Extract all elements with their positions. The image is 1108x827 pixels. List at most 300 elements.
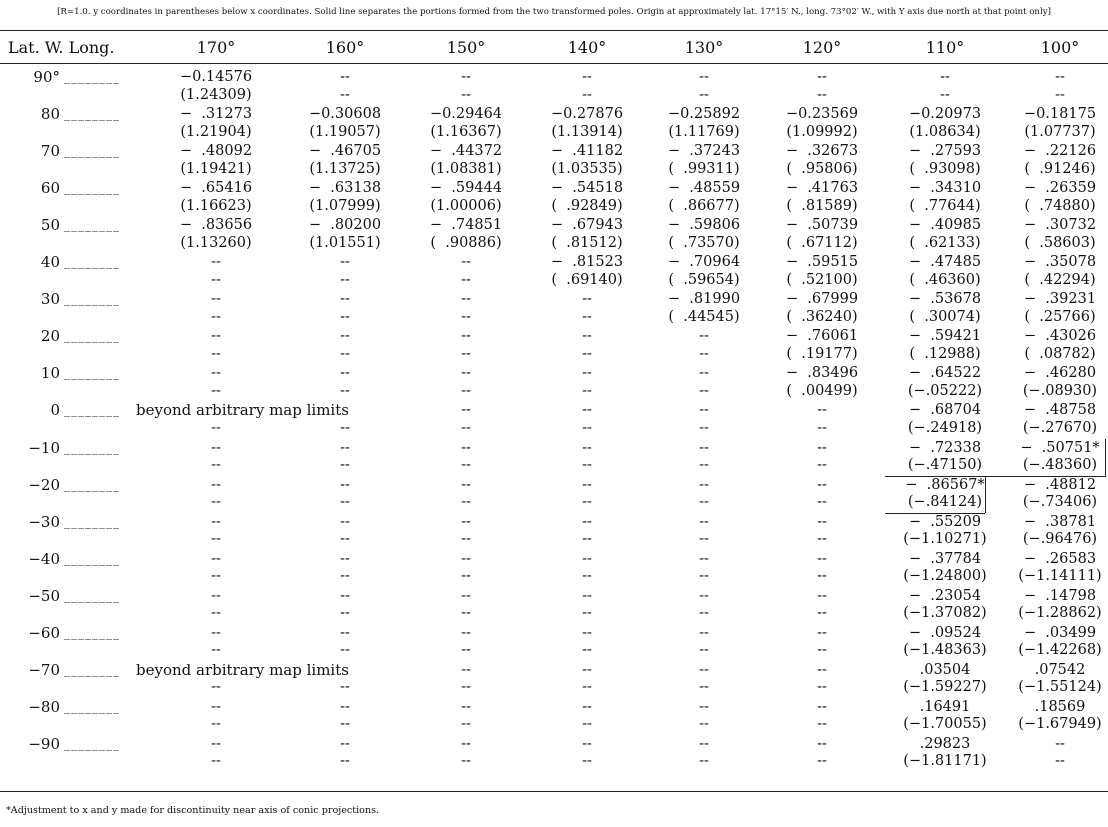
x-coordinate: --	[340, 476, 350, 493]
y-coordinate: --	[940, 86, 950, 103]
latitude-label: 20	[40, 327, 60, 346]
y-coordinate: --	[699, 568, 709, 585]
x-coordinate: − .72338	[908, 439, 982, 456]
x-coordinate: − .26583	[1023, 550, 1097, 567]
x-coordinate: − .59806	[667, 217, 741, 234]
y-coordinate: ( .00499)	[786, 382, 858, 399]
x-coordinate: --	[817, 587, 827, 604]
y-coordinate: (1.08634)	[909, 123, 981, 140]
bottom-rule	[0, 791, 1108, 792]
y-coordinate: --	[817, 605, 827, 622]
x-coordinate: − .76061	[785, 328, 859, 345]
y-coordinate: ( .08782)	[1024, 345, 1096, 362]
y-coordinate: (−1.14111)	[1018, 568, 1102, 585]
x-coordinate: .29823	[919, 735, 971, 752]
y-coordinate: (−.73406)	[1022, 494, 1098, 511]
x-coordinate: − .03499	[1023, 624, 1097, 641]
x-coordinate: --	[211, 365, 221, 382]
y-coordinate: (1.07737)	[1024, 123, 1096, 140]
footnote: *Adjustment to x and y made for discontinuity near axis of conic projections.	[6, 805, 380, 816]
y-coordinate: (−1.81171)	[903, 753, 987, 770]
x-coordinate: −0.29464	[429, 106, 503, 123]
leader-dots: ________	[64, 514, 120, 529]
y-coordinate: --	[461, 86, 471, 103]
y-coordinate: (1.00006)	[430, 197, 502, 214]
y-coordinate: --	[817, 716, 827, 733]
y-coordinate: ( .93098)	[909, 160, 981, 177]
y-coordinate: --	[817, 679, 827, 696]
beyond-map-limits-note: beyond arbitrary map limits	[136, 660, 349, 679]
y-coordinate: --	[582, 86, 592, 103]
leader-dots: ________	[64, 366, 120, 381]
x-coordinate: .07542	[1034, 661, 1086, 678]
x-coordinate: −0.23569	[785, 106, 859, 123]
x-coordinate: − .43026	[1023, 328, 1097, 345]
latitude-label: −80	[28, 697, 60, 716]
column-header: 150°	[446, 38, 486, 57]
x-coordinate: − .40985	[908, 217, 982, 234]
y-coordinate: --	[699, 345, 709, 362]
y-coordinate: (−.84124)	[907, 494, 983, 511]
separator-vertical	[985, 476, 986, 513]
x-coordinate: − .64522	[908, 365, 982, 382]
y-coordinate: --	[211, 308, 221, 325]
x-coordinate: --	[461, 69, 471, 85]
x-coordinate: --	[699, 69, 709, 85]
x-coordinate: --	[699, 661, 709, 678]
x-coordinate: − .48812	[1023, 476, 1097, 493]
y-coordinate: --	[461, 382, 471, 399]
y-coordinate: --	[211, 605, 221, 622]
leader-dots: ________	[64, 440, 120, 455]
top-rule	[0, 30, 1108, 31]
y-coordinate: (1.01551)	[309, 234, 381, 251]
y-coordinate: --	[461, 494, 471, 511]
y-coordinate: --	[699, 753, 709, 770]
leader-dots: ________	[64, 477, 120, 492]
x-coordinate: − .67943	[550, 217, 624, 234]
y-coordinate: --	[582, 753, 592, 770]
x-coordinate: --	[582, 69, 592, 85]
x-coordinate: −0.30608	[308, 106, 382, 123]
x-coordinate: −0.18175	[1023, 106, 1097, 123]
x-coordinate: − .46705	[308, 143, 382, 160]
y-coordinate: --	[817, 531, 827, 548]
leader-dots: ________	[64, 181, 120, 196]
y-coordinate: --	[340, 382, 350, 399]
x-coordinate: --	[340, 624, 350, 641]
y-coordinate: --	[340, 494, 350, 511]
x-coordinate: --	[1055, 735, 1065, 752]
x-coordinate: --	[340, 291, 350, 308]
y-coordinate: --	[817, 642, 827, 659]
x-coordinate: − .86567*	[905, 476, 985, 493]
header-rule	[0, 63, 1108, 64]
x-coordinate: − .37243	[667, 143, 741, 160]
latitude-label: 40	[40, 253, 60, 272]
leader-dots: ________	[64, 588, 120, 603]
x-coordinate: − .55209	[908, 513, 982, 530]
y-coordinate: ( .73570)	[668, 234, 740, 251]
x-coordinate: --	[340, 513, 350, 530]
column-header: 140°	[567, 38, 607, 57]
x-coordinate: --	[461, 735, 471, 752]
x-coordinate: --	[461, 402, 471, 419]
y-coordinate: --	[817, 86, 827, 103]
y-coordinate: --	[211, 642, 221, 659]
y-coordinate: (−1.37082)	[903, 605, 987, 622]
x-coordinate: .03504	[919, 661, 971, 678]
latitude-label: 60	[40, 179, 60, 198]
y-coordinate: --	[461, 308, 471, 325]
y-coordinate: --	[340, 308, 350, 325]
x-coordinate: --	[211, 513, 221, 530]
x-coordinate: − .35078	[1023, 254, 1097, 271]
y-coordinate: --	[340, 642, 350, 659]
y-coordinate: ( .81512)	[551, 234, 623, 251]
x-coordinate: --	[461, 513, 471, 530]
y-coordinate: (−1.28862)	[1018, 605, 1102, 622]
x-coordinate: --	[817, 698, 827, 715]
x-coordinate: --	[340, 439, 350, 456]
y-coordinate: --	[461, 753, 471, 770]
x-coordinate: --	[817, 550, 827, 567]
y-coordinate: --	[211, 419, 221, 436]
latitude-label: 0	[50, 401, 60, 420]
y-coordinate: (1.16623)	[180, 197, 252, 214]
y-coordinate: --	[211, 494, 221, 511]
y-coordinate: --	[582, 716, 592, 733]
x-coordinate: --	[211, 476, 221, 493]
y-coordinate: --	[461, 457, 471, 473]
latitude-label: −90	[28, 734, 60, 753]
x-coordinate: − .70964	[667, 254, 741, 271]
x-coordinate: --	[461, 291, 471, 308]
y-coordinate: --	[211, 531, 221, 548]
x-coordinate: − .26359	[1023, 180, 1097, 197]
y-coordinate: --	[211, 679, 221, 696]
y-coordinate: ( .52100)	[786, 271, 858, 288]
x-coordinate: --	[211, 291, 221, 308]
y-coordinate: ( .77644)	[909, 197, 981, 214]
y-coordinate: --	[582, 419, 592, 436]
x-coordinate: --	[340, 698, 350, 715]
y-coordinate: (1.19057)	[309, 123, 381, 140]
x-coordinate: --	[340, 587, 350, 604]
y-coordinate: --	[340, 457, 350, 473]
x-coordinate: --	[699, 735, 709, 752]
beyond-map-limits-note: beyond arbitrary map limits	[136, 401, 349, 420]
latitude-label: 10	[40, 364, 60, 383]
x-coordinate: − .50751*	[1020, 439, 1100, 456]
latitude-label: 30	[40, 290, 60, 309]
x-coordinate: − .48758	[1023, 402, 1097, 419]
y-coordinate: --	[699, 457, 709, 473]
y-coordinate: --	[817, 419, 827, 436]
y-coordinate: ( .58603)	[1024, 234, 1096, 251]
x-coordinate: − .59421	[908, 328, 982, 345]
y-coordinate: --	[461, 605, 471, 622]
x-coordinate: --	[699, 587, 709, 604]
x-coordinate: --	[582, 328, 592, 345]
x-coordinate: --	[340, 550, 350, 567]
y-coordinate: --	[211, 568, 221, 585]
y-coordinate: (1.08381)	[430, 160, 502, 177]
x-coordinate: − .22126	[1023, 143, 1097, 160]
y-coordinate: ( .62133)	[909, 234, 981, 251]
x-coordinate: --	[817, 439, 827, 456]
y-coordinate: --	[461, 679, 471, 696]
latitude-column-header: Lat. W. Long.	[8, 38, 115, 57]
x-coordinate: --	[817, 69, 827, 85]
x-coordinate: --	[582, 365, 592, 382]
x-coordinate: --	[461, 661, 471, 678]
y-coordinate: --	[340, 419, 350, 436]
latitude-label: −20	[28, 475, 60, 494]
y-coordinate: --	[699, 382, 709, 399]
y-coordinate: --	[340, 753, 350, 770]
y-coordinate: ( .81589)	[786, 197, 858, 214]
y-coordinate: --	[461, 419, 471, 436]
leader-dots: ________	[64, 255, 120, 270]
x-coordinate: --	[461, 439, 471, 456]
x-coordinate: − .48092	[179, 143, 253, 160]
y-coordinate: --	[211, 457, 221, 473]
y-coordinate: ( .86677)	[668, 197, 740, 214]
y-coordinate: --	[211, 382, 221, 399]
leader-dots: ________	[64, 292, 120, 307]
y-coordinate: (1.03535)	[551, 160, 623, 177]
y-coordinate: (−1.10271)	[903, 531, 987, 548]
x-coordinate: − .27593	[908, 143, 982, 160]
y-coordinate: --	[211, 753, 221, 770]
column-header: 120°	[802, 38, 842, 57]
x-coordinate: --	[699, 550, 709, 567]
x-coordinate: --	[461, 476, 471, 493]
x-coordinate: − .41763	[785, 180, 859, 197]
x-coordinate: --	[582, 476, 592, 493]
y-coordinate: ( .42294)	[1024, 271, 1096, 288]
x-coordinate: − .32673	[785, 143, 859, 160]
latitude-label: −40	[28, 549, 60, 568]
x-coordinate: --	[817, 513, 827, 530]
y-coordinate: (1.24309)	[180, 86, 252, 103]
x-coordinate: --	[817, 735, 827, 752]
x-coordinate: − .68704	[908, 402, 982, 419]
x-coordinate: --	[582, 439, 592, 456]
y-coordinate: --	[699, 531, 709, 548]
y-coordinate: --	[582, 345, 592, 362]
x-coordinate: − .50739	[785, 217, 859, 234]
x-coordinate: --	[1055, 69, 1065, 85]
y-coordinate: (−1.55124)	[1018, 679, 1102, 696]
x-coordinate: --	[817, 661, 827, 678]
y-coordinate: (1.19421)	[180, 160, 252, 177]
y-coordinate: --	[340, 345, 350, 362]
y-coordinate: --	[461, 642, 471, 659]
y-coordinate: ( .67112)	[786, 234, 858, 251]
x-coordinate: − .63138	[308, 180, 382, 197]
y-coordinate: (−1.67949)	[1018, 716, 1102, 733]
y-coordinate: (1.16367)	[430, 123, 502, 140]
x-coordinate: --	[461, 587, 471, 604]
x-coordinate: −0.25892	[667, 106, 741, 123]
y-coordinate: (−.47150)	[907, 457, 983, 473]
y-coordinate: --	[582, 531, 592, 548]
x-coordinate: − .14798	[1023, 587, 1097, 604]
y-coordinate: --	[582, 568, 592, 585]
leader-dots: ________	[64, 70, 120, 84]
y-coordinate: --	[817, 568, 827, 585]
x-coordinate: − .31273	[179, 106, 253, 123]
x-coordinate: − .74851	[429, 217, 503, 234]
x-coordinate: --	[211, 328, 221, 345]
x-coordinate: −0.20973	[908, 106, 982, 123]
x-coordinate: --	[699, 698, 709, 715]
latitude-label: 80	[40, 105, 60, 124]
y-coordinate: --	[461, 271, 471, 288]
latitude-label: −50	[28, 586, 60, 605]
y-coordinate: (1.13260)	[180, 234, 252, 251]
y-coordinate: --	[699, 716, 709, 733]
latitude-label: −30	[28, 512, 60, 531]
y-coordinate: --	[582, 308, 592, 325]
leader-dots: ________	[64, 551, 120, 566]
x-coordinate: --	[699, 402, 709, 419]
x-coordinate: --	[940, 69, 950, 85]
y-coordinate: ( .19177)	[786, 345, 858, 362]
y-coordinate: (1.21904)	[180, 123, 252, 140]
y-coordinate: --	[461, 568, 471, 585]
x-coordinate: --	[699, 365, 709, 382]
separator-horizontal	[885, 476, 1010, 477]
y-coordinate: ( .99311)	[668, 160, 740, 177]
x-coordinate: − .67999	[785, 291, 859, 308]
y-coordinate: (−.96476)	[1022, 531, 1098, 548]
x-coordinate: --	[582, 291, 592, 308]
x-coordinate: −0.27876	[550, 106, 624, 123]
separator-vertical	[1105, 439, 1106, 476]
x-coordinate: − .81523	[550, 254, 624, 271]
y-coordinate: (−.48360)	[1022, 457, 1098, 473]
x-coordinate: --	[582, 513, 592, 530]
x-coordinate: − .59444	[429, 180, 503, 197]
x-coordinate: − .47485	[908, 254, 982, 271]
x-coordinate: --	[211, 587, 221, 604]
x-coordinate: --	[582, 698, 592, 715]
table-caption: [R=1.0. y coordinates in parentheses below x coordinates. Solid line separates the portions formed from the two transformed poles. Origin at approximately lat. 17°15′ N., long. 73°02′ W., with Y axis due north at that point only]	[57, 7, 1051, 17]
x-coordinate: − .09524	[908, 624, 982, 641]
leader-dots: ________	[64, 625, 120, 640]
x-coordinate: --	[582, 661, 592, 678]
leader-dots: ________	[64, 736, 120, 751]
column-header: 170°	[196, 38, 236, 57]
x-coordinate: --	[211, 698, 221, 715]
x-coordinate: --	[211, 254, 221, 271]
y-coordinate: --	[461, 345, 471, 362]
x-coordinate: − .81990	[667, 291, 741, 308]
y-coordinate: ( .36240)	[786, 308, 858, 325]
separator-horizontal	[1010, 476, 1106, 477]
y-coordinate: ( .69140)	[551, 271, 623, 288]
y-coordinate: --	[699, 86, 709, 103]
y-coordinate: --	[582, 457, 592, 473]
y-coordinate: --	[582, 382, 592, 399]
y-coordinate: --	[340, 531, 350, 548]
x-coordinate: − .53678	[908, 291, 982, 308]
latitude-label: 70	[40, 142, 60, 161]
y-coordinate: --	[340, 605, 350, 622]
x-coordinate: --	[461, 624, 471, 641]
leader-dots: ________	[64, 329, 120, 344]
y-coordinate: --	[699, 494, 709, 511]
y-coordinate: ( .74880)	[1024, 197, 1096, 214]
x-coordinate: − .65416	[179, 180, 253, 197]
y-coordinate: --	[340, 716, 350, 733]
x-coordinate: --	[582, 587, 592, 604]
y-coordinate: --	[582, 642, 592, 659]
x-coordinate: − .38781	[1023, 513, 1097, 530]
x-coordinate: −0.14576	[179, 69, 253, 85]
y-coordinate: ( .59654)	[668, 271, 740, 288]
x-coordinate: --	[461, 698, 471, 715]
y-coordinate: --	[461, 531, 471, 548]
x-coordinate: − .44372	[429, 143, 503, 160]
x-coordinate: --	[699, 439, 709, 456]
column-header: 160°	[325, 38, 365, 57]
y-coordinate: ( .92849)	[551, 197, 623, 214]
x-coordinate: --	[582, 624, 592, 641]
x-coordinate: --	[817, 402, 827, 419]
leader-dots: ________	[64, 662, 120, 677]
x-coordinate: --	[817, 624, 827, 641]
y-coordinate: --	[1055, 86, 1065, 103]
y-coordinate: --	[211, 271, 221, 288]
y-coordinate: (1.07999)	[309, 197, 381, 214]
x-coordinate: .18569	[1034, 698, 1086, 715]
x-coordinate: − .80200	[308, 217, 382, 234]
x-coordinate: − .30732	[1023, 217, 1097, 234]
x-coordinate: − .83656	[179, 217, 253, 234]
y-coordinate: --	[699, 605, 709, 622]
x-coordinate: --	[340, 328, 350, 345]
x-coordinate: − .54518	[550, 180, 624, 197]
x-coordinate: − .37784	[908, 550, 982, 567]
y-coordinate: (1.13914)	[551, 123, 623, 140]
y-coordinate: --	[582, 494, 592, 511]
x-coordinate: --	[582, 735, 592, 752]
y-coordinate: ( .25766)	[1024, 308, 1096, 325]
y-coordinate: (−1.24800)	[903, 568, 987, 585]
x-coordinate: − .46280	[1023, 365, 1097, 382]
latitude-label: 50	[40, 216, 60, 235]
y-coordinate: ( .91246)	[1024, 160, 1096, 177]
leader-dots: ________	[64, 144, 120, 159]
x-coordinate: --	[211, 624, 221, 641]
x-coordinate: − .41182	[550, 143, 624, 160]
y-coordinate: --	[699, 419, 709, 436]
y-coordinate: ( .44545)	[668, 308, 740, 325]
y-coordinate: --	[461, 716, 471, 733]
x-coordinate: --	[340, 735, 350, 752]
x-coordinate: --	[461, 328, 471, 345]
latitude-label: −60	[28, 623, 60, 642]
x-coordinate: --	[699, 328, 709, 345]
y-coordinate: --	[340, 679, 350, 696]
latitude-label: −10	[28, 438, 60, 457]
y-coordinate: (1.09992)	[786, 123, 858, 140]
y-coordinate: (−1.42268)	[1018, 642, 1102, 659]
